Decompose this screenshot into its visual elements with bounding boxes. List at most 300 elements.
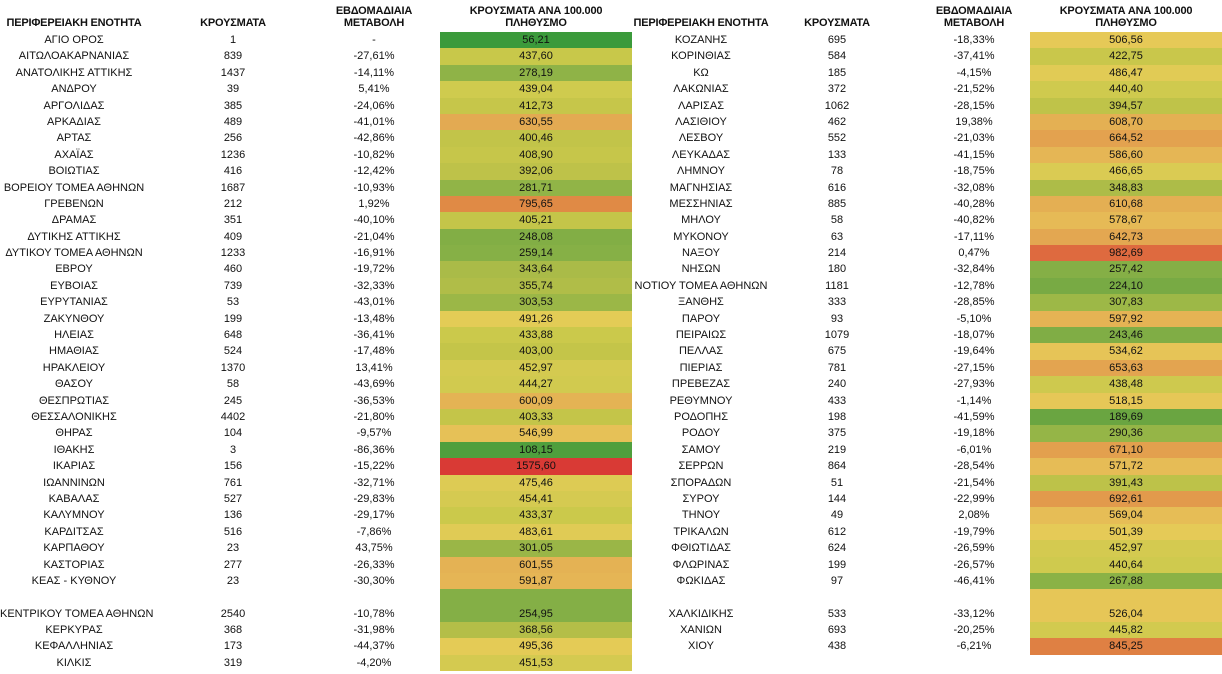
region-name: ΠΙΕΡΙΑΣ bbox=[679, 361, 723, 374]
cases-count: 199 bbox=[223, 312, 243, 325]
cases-count: 781 bbox=[827, 361, 847, 374]
table-row bbox=[632, 557, 1222, 573]
region-name: ΔΥΤΙΚΗΣ ΑΤΤΙΚΗΣ bbox=[27, 230, 121, 243]
weekly-change: -9,57% bbox=[356, 427, 392, 440]
table-row bbox=[0, 638, 632, 654]
weekly-change: -10,82% bbox=[353, 148, 395, 161]
cases-count: 58 bbox=[830, 214, 844, 227]
cases-count: 214 bbox=[827, 247, 847, 260]
weekly-change: -42,86% bbox=[353, 132, 395, 145]
cases-count: 133 bbox=[827, 148, 847, 161]
cases-count: 156 bbox=[223, 460, 243, 473]
table-row bbox=[632, 376, 1222, 392]
region-name: ΚΕΝΤΡΙΚΟΥ ΤΟΜΕΑ ΑΘΗΝΩΝ bbox=[0, 607, 154, 620]
weekly-change: -21,04% bbox=[353, 230, 395, 243]
cases-count: 489 bbox=[223, 115, 243, 128]
cases-per-100k: 642,73 bbox=[1109, 230, 1143, 243]
region-name: ΜΕΣΣΗΝΙΑΣ bbox=[669, 197, 733, 210]
region-name: ΗΜΑΘΙΑΣ bbox=[49, 345, 99, 358]
cases-count: 351 bbox=[223, 214, 243, 227]
cases-per-100k: 578,67 bbox=[1109, 214, 1143, 227]
region-name: ΡΕΘΥΜΝΟΥ bbox=[669, 394, 733, 407]
cases-per-100k: 303,53 bbox=[519, 296, 553, 309]
header-cases: ΚΡΟΥΣΜΑΤΑ bbox=[804, 17, 870, 29]
cases-per-100k: 653,63 bbox=[1109, 361, 1143, 374]
cases-count: 527 bbox=[223, 492, 243, 505]
cases-count: 63 bbox=[830, 230, 844, 243]
region-name: ΛΗΜΝΟΥ bbox=[677, 165, 725, 178]
table-row bbox=[0, 540, 632, 556]
table-row bbox=[632, 327, 1222, 343]
region-name: ΜΥΚΟΝΟΥ bbox=[673, 230, 729, 243]
table-row bbox=[632, 245, 1222, 261]
region-name: ΙΘΑΚΗΣ bbox=[53, 443, 95, 456]
cases-count: 2540 bbox=[220, 607, 246, 620]
table-row bbox=[0, 114, 632, 130]
cases-per-100k: 475,46 bbox=[519, 476, 553, 489]
weekly-change: -36,53% bbox=[353, 394, 395, 407]
cases-count: 648 bbox=[223, 329, 243, 342]
table-row bbox=[632, 409, 1222, 425]
region-name: ΚΑΡΠΑΘΟΥ bbox=[43, 542, 105, 555]
cases-count: 1233 bbox=[220, 247, 246, 260]
table-row bbox=[0, 294, 632, 310]
table-row bbox=[632, 196, 1222, 212]
cases-count: 199 bbox=[827, 558, 847, 571]
table-row bbox=[0, 261, 632, 277]
table-row bbox=[632, 98, 1222, 114]
region-name: ΠΑΡΟΥ bbox=[681, 312, 721, 325]
table-row bbox=[632, 425, 1222, 441]
region-name: ΚΙΛΚΙΣ bbox=[56, 656, 92, 669]
table-row bbox=[632, 507, 1222, 523]
region-name: ΚΑΡΔΙΤΣΑΣ bbox=[44, 525, 104, 538]
cases-per-100k: 403,00 bbox=[519, 345, 553, 358]
weekly-change: -4,15% bbox=[956, 66, 992, 79]
cases-per-100k: 355,74 bbox=[519, 279, 553, 292]
cases-count: 533 bbox=[827, 607, 847, 620]
cases-count: 372 bbox=[827, 83, 847, 96]
cases-count: 39 bbox=[226, 83, 240, 96]
table-row bbox=[632, 458, 1222, 474]
cases-count: 375 bbox=[827, 427, 847, 440]
table-row bbox=[632, 48, 1222, 64]
cases-per-100k: 248,08 bbox=[519, 230, 553, 243]
weekly-change: -41,15% bbox=[953, 148, 995, 161]
cases-per-100k: 501,39 bbox=[1109, 525, 1143, 538]
table-row bbox=[0, 606, 632, 622]
cases-per-100k: 422,75 bbox=[1109, 50, 1143, 63]
cases-per-100k: 483,61 bbox=[519, 525, 553, 538]
region-name: ΡΟΔΟΠΗΣ bbox=[673, 410, 729, 423]
region-name: ΑΡΓΟΛΙΔΑΣ bbox=[43, 99, 105, 112]
weekly-change: -46,41% bbox=[953, 574, 995, 587]
cases-per-100k: 451,53 bbox=[519, 656, 553, 669]
region-name: ΚΟΡΙΝΘΙΑΣ bbox=[671, 50, 731, 63]
left-table-body bbox=[0, 32, 632, 671]
table-row bbox=[632, 311, 1222, 327]
table-row bbox=[0, 409, 632, 425]
weekly-change: -21,54% bbox=[953, 476, 995, 489]
region-name: ΠΕΙΡΑΙΩΣ bbox=[675, 329, 727, 342]
weekly-change: -31,98% bbox=[353, 624, 395, 637]
cases-per-100k: 278,19 bbox=[519, 66, 553, 79]
table-row bbox=[0, 32, 632, 48]
cases-per-100k: 56,21 bbox=[522, 34, 550, 46]
weekly-change: -40,28% bbox=[953, 197, 995, 210]
cases-per-100k: 597,92 bbox=[1109, 312, 1143, 325]
cases-count: 460 bbox=[223, 263, 243, 276]
table-row bbox=[0, 327, 632, 343]
cases-count: 219 bbox=[827, 443, 847, 456]
region-name: ΕΥΒΟΙΑΣ bbox=[50, 279, 98, 292]
table-row bbox=[632, 606, 1222, 622]
cases-count: 136 bbox=[223, 509, 243, 522]
cases-per-100k: 108,15 bbox=[519, 443, 553, 456]
weekly-change: -21,52% bbox=[953, 83, 995, 96]
table-row bbox=[0, 491, 632, 507]
cases-per-100k: 343,64 bbox=[519, 263, 553, 276]
cases-count: 78 bbox=[830, 165, 844, 178]
table-row bbox=[0, 655, 632, 671]
cases-count: 584 bbox=[827, 50, 847, 63]
cases-per-100k: 257,42 bbox=[1109, 263, 1143, 276]
table-row bbox=[632, 294, 1222, 310]
cases-count: 761 bbox=[223, 476, 243, 489]
cases-per-100k: 403,33 bbox=[519, 410, 553, 423]
region-name: ΑΝΔΡΟΥ bbox=[51, 83, 97, 96]
cases-count: 53 bbox=[226, 296, 240, 309]
cases-per-100k: 569,04 bbox=[1109, 509, 1143, 522]
cases-per-100k: 281,71 bbox=[519, 181, 553, 194]
table-row bbox=[632, 622, 1222, 638]
cases-per-100k: 664,52 bbox=[1109, 132, 1143, 145]
weekly-change: 5,41% bbox=[358, 83, 390, 96]
header-weekly-change: ΕΒΔΟΜΑΔΙΑΙΑ ΜΕΤΑΒΟΛΗ bbox=[935, 5, 1013, 29]
region-name: ΛΕΥΚΑΔΑΣ bbox=[671, 148, 731, 161]
table-row bbox=[632, 261, 1222, 277]
weekly-change: -12,42% bbox=[353, 165, 395, 178]
weekly-change: 13,41% bbox=[355, 361, 393, 374]
table-row bbox=[0, 147, 632, 163]
cases-count: 173 bbox=[223, 640, 243, 653]
table-row bbox=[0, 65, 632, 81]
cases-count: 93 bbox=[830, 312, 844, 325]
table-row bbox=[0, 442, 632, 458]
cases-per-100k: 433,88 bbox=[519, 329, 553, 342]
cases-count: 277 bbox=[223, 558, 243, 571]
weekly-change: -19,79% bbox=[953, 525, 995, 538]
cases-count: 616 bbox=[827, 181, 847, 194]
cases-per-100k: 571,72 bbox=[1109, 460, 1143, 473]
cases-per-100k: 1575,60 bbox=[516, 460, 556, 473]
table-row bbox=[0, 130, 632, 146]
spacer-row bbox=[0, 589, 632, 605]
weekly-change: 19,38% bbox=[955, 115, 993, 128]
weekly-change: 2,08% bbox=[958, 509, 990, 522]
table-row bbox=[0, 311, 632, 327]
region-name: ΓΡΕΒΕΝΩΝ bbox=[44, 197, 104, 210]
header-per-100k: ΚΡΟΥΣΜΑΤΑ ΑΝΑ 100.000 ΠΛΗΘΥΣΜΟ bbox=[469, 5, 603, 29]
cases-count: 612 bbox=[827, 525, 847, 538]
region-name: ΙΩΑΝΝΙΝΩΝ bbox=[43, 476, 105, 489]
cases-per-100k: 412,73 bbox=[519, 99, 553, 112]
region-name: ΚΑΒΑΛΑΣ bbox=[48, 492, 100, 505]
region-name: ΝΗΣΩΝ bbox=[681, 263, 721, 276]
cases-per-100k: 610,68 bbox=[1109, 197, 1143, 210]
heatmap-cell bbox=[1030, 589, 1222, 605]
right-table bbox=[632, 0, 1222, 655]
weekly-change: -28,54% bbox=[953, 460, 995, 473]
cases-count: 97 bbox=[830, 574, 844, 587]
region-name: ΛΑΚΩΝΙΑΣ bbox=[673, 83, 729, 96]
region-name: ΤΗΝΟΥ bbox=[681, 509, 721, 522]
weekly-change: -28,15% bbox=[953, 99, 995, 112]
cases-per-100k: 438,48 bbox=[1109, 378, 1143, 391]
weekly-change: -21,03% bbox=[953, 132, 995, 145]
region-name: ΤΡΙΚΑΛΩΝ bbox=[673, 525, 729, 538]
region-name: ΒΟΙΩΤΙΑΣ bbox=[48, 165, 100, 178]
weekly-change: -33,12% bbox=[953, 607, 995, 620]
weekly-change: -16,91% bbox=[353, 247, 395, 260]
cases-count: 104 bbox=[223, 427, 243, 440]
cases-count: 1687 bbox=[220, 181, 246, 194]
weekly-change: -29,83% bbox=[353, 492, 395, 505]
header-region: ΠΕΡΙΦΕΡΕΙΑΚΗ ΕΝΟΤΗΤΑ bbox=[633, 17, 769, 29]
cases-count: 416 bbox=[223, 165, 243, 178]
region-name: ΚΑΣΤΟΡΙΑΣ bbox=[43, 558, 105, 571]
weekly-change: -30,30% bbox=[353, 574, 395, 587]
table-row bbox=[632, 81, 1222, 97]
weekly-change: -22,99% bbox=[953, 492, 995, 505]
weekly-change: 0,47% bbox=[958, 247, 990, 260]
cases-per-100k: 630,55 bbox=[519, 115, 553, 128]
weekly-change: -17,11% bbox=[953, 230, 995, 243]
cases-per-100k: 254,95 bbox=[519, 607, 553, 620]
table-row bbox=[632, 360, 1222, 376]
header-region: ΠΕΡΙΦΕΡΕΙΑΚΗ ΕΝΟΤΗΤΑ bbox=[6, 17, 142, 29]
region-name: ΒΟΡΕΙΟΥ ΤΟΜΕΑ ΑΘΗΝΩΝ bbox=[3, 181, 145, 194]
cases-count: 552 bbox=[827, 132, 847, 145]
cases-count: 180 bbox=[827, 263, 847, 276]
region-name: ΗΛΕΙΑΣ bbox=[54, 329, 94, 342]
cases-per-100k: 440,64 bbox=[1109, 558, 1143, 571]
cases-count: 1079 bbox=[824, 329, 850, 342]
region-name: ΜΑΓΝΗΣΙΑΣ bbox=[669, 181, 733, 194]
weekly-change: -24,06% bbox=[353, 99, 395, 112]
region-name: ΛΑΡΙΣΑΣ bbox=[677, 99, 724, 112]
weekly-change: -27,61% bbox=[353, 50, 395, 63]
region-name: ΦΩΚΙΔΑΣ bbox=[676, 574, 726, 587]
table-row bbox=[632, 442, 1222, 458]
table-row bbox=[0, 98, 632, 114]
region-name: ΚΩ bbox=[693, 66, 709, 79]
weekly-change: -6,21% bbox=[956, 640, 992, 653]
cases-per-100k: 267,88 bbox=[1109, 574, 1143, 587]
weekly-change: -29,17% bbox=[353, 509, 395, 522]
table-row bbox=[0, 163, 632, 179]
cases-count: 695 bbox=[827, 34, 847, 46]
cases-count: 516 bbox=[223, 525, 243, 538]
header-cases: ΚΡΟΥΣΜΑΤΑ bbox=[200, 17, 266, 29]
weekly-change: -4,20% bbox=[356, 656, 392, 669]
cases-count: 1437 bbox=[220, 66, 246, 79]
region-name: ΡΟΔΟΥ bbox=[681, 427, 721, 440]
cases-per-100k: 368,56 bbox=[519, 624, 553, 637]
region-name: ΣΠΟΡΑΔΩΝ bbox=[670, 476, 732, 489]
weekly-change: -17,48% bbox=[353, 345, 395, 358]
cases-count: 333 bbox=[827, 296, 847, 309]
table-row bbox=[0, 507, 632, 523]
region-name: ΚΑΛΥΜΝΟΥ bbox=[43, 509, 105, 522]
cases-per-100k: 408,90 bbox=[519, 148, 553, 161]
cases-count: 23 bbox=[226, 542, 240, 555]
weekly-change: -19,64% bbox=[953, 345, 995, 358]
cases-count: 693 bbox=[827, 624, 847, 637]
cases-per-100k: 526,04 bbox=[1109, 607, 1143, 620]
region-name: ΗΡΑΚΛΕΙΟΥ bbox=[42, 361, 106, 374]
cases-count: 368 bbox=[223, 624, 243, 637]
cases-per-100k: 439,04 bbox=[519, 83, 553, 96]
table-row bbox=[632, 491, 1222, 507]
cases-count: 1062 bbox=[824, 99, 850, 112]
cases-per-100k: 394,57 bbox=[1109, 99, 1143, 112]
table-row bbox=[632, 343, 1222, 359]
table-row bbox=[632, 147, 1222, 163]
region-name: ΞΑΝΘΗΣ bbox=[678, 296, 724, 309]
cases-per-100k: 259,14 bbox=[519, 247, 553, 260]
table-row bbox=[632, 475, 1222, 491]
table-row bbox=[0, 524, 632, 540]
weekly-change: -18,75% bbox=[953, 165, 995, 178]
table-row bbox=[0, 475, 632, 491]
cases-count: 1236 bbox=[220, 148, 246, 161]
cases-count: 240 bbox=[827, 378, 847, 391]
table-row bbox=[632, 229, 1222, 245]
cases-count: 864 bbox=[827, 460, 847, 473]
weekly-change: -37,41% bbox=[953, 50, 995, 63]
region-name: ΦΛΩΡΙΝΑΣ bbox=[672, 558, 730, 571]
table-row bbox=[0, 212, 632, 228]
weekly-change: -27,93% bbox=[953, 378, 995, 391]
weekly-change: -40,10% bbox=[353, 214, 395, 227]
weekly-change: -6,01% bbox=[956, 443, 992, 456]
table-row bbox=[0, 393, 632, 409]
cases-count: 409 bbox=[223, 230, 243, 243]
cases-per-100k: 391,43 bbox=[1109, 476, 1143, 489]
table-row bbox=[0, 229, 632, 245]
header-per-100k: ΚΡΟΥΣΜΑΤΑ ΑΝΑ 100.000 ΠΛΗΘΥΣΜΟ bbox=[1059, 5, 1193, 29]
weekly-change: -32,71% bbox=[353, 476, 395, 489]
weekly-change: -41,59% bbox=[953, 410, 995, 423]
region-name: ΚΕΡΚΥΡΑΣ bbox=[45, 624, 103, 637]
spacer-row bbox=[632, 589, 1222, 605]
region-name: ΧΙΟΥ bbox=[688, 640, 714, 653]
weekly-change: -43,01% bbox=[353, 296, 395, 309]
header-weekly-change: ΕΒΔΟΜΑΔΙΑΙΑ ΜΕΤΑΒΟΛΗ bbox=[335, 5, 413, 29]
cases-count: 144 bbox=[827, 492, 847, 505]
heatmap-cell bbox=[440, 589, 632, 605]
cases-count: 198 bbox=[827, 410, 847, 423]
region-name: ΔΥΤΙΚΟΥ ΤΟΜΕΑ ΑΘΗΝΩΝ bbox=[5, 247, 143, 260]
cases-per-100k: 348,83 bbox=[1109, 181, 1143, 194]
region-name: ΔΡΑΜΑΣ bbox=[51, 214, 97, 227]
cases-per-100k: 307,83 bbox=[1109, 296, 1143, 309]
cases-count: 4402 bbox=[220, 410, 246, 423]
weekly-change: -21,80% bbox=[353, 410, 395, 423]
weekly-change: - bbox=[372, 34, 376, 46]
region-name: ΘΕΣΣΑΛΟΝΙΚΗΣ bbox=[31, 410, 117, 423]
table-row bbox=[0, 360, 632, 376]
cases-count: 739 bbox=[223, 279, 243, 292]
cases-count: 839 bbox=[223, 50, 243, 63]
table-row bbox=[632, 65, 1222, 81]
cases-count: 245 bbox=[223, 394, 243, 407]
weekly-change: -32,33% bbox=[353, 279, 395, 292]
cases-per-100k: 608,70 bbox=[1109, 115, 1143, 128]
cases-per-100k: 600,09 bbox=[519, 394, 553, 407]
weekly-change: -18,07% bbox=[953, 329, 995, 342]
table-row bbox=[0, 245, 632, 261]
table-row bbox=[0, 622, 632, 638]
weekly-change: -20,25% bbox=[953, 624, 995, 637]
cases-count: 58 bbox=[226, 378, 240, 391]
table-row bbox=[632, 573, 1222, 589]
weekly-change: -40,82% bbox=[953, 214, 995, 227]
region-name: ΑΡΚΑΔΙΑΣ bbox=[47, 115, 101, 128]
cases-per-100k: 405,21 bbox=[519, 214, 553, 227]
cases-count: 524 bbox=[223, 345, 243, 358]
region-name: ΣΑΜΟΥ bbox=[681, 443, 721, 456]
region-name: ΜΗΛΟΥ bbox=[681, 214, 721, 227]
weekly-change: -32,08% bbox=[953, 181, 995, 194]
cases-count: 385 bbox=[223, 99, 243, 112]
region-name: ΑΡΤΑΣ bbox=[56, 132, 92, 145]
weekly-change: -27,15% bbox=[953, 361, 995, 374]
cases-per-100k: 671,10 bbox=[1109, 443, 1143, 456]
cases-per-100k: 506,56 bbox=[1109, 34, 1143, 46]
cases-per-100k: 189,69 bbox=[1109, 410, 1143, 423]
table-row bbox=[632, 114, 1222, 130]
region-name: ΚΟΖΑΝΗΣ bbox=[674, 34, 728, 46]
cases-per-100k: 586,60 bbox=[1109, 148, 1143, 161]
weekly-change: -36,41% bbox=[353, 329, 395, 342]
left-header-row bbox=[0, 0, 632, 32]
weekly-change: -7,86% bbox=[356, 525, 392, 538]
cases-count: 624 bbox=[827, 542, 847, 555]
region-name: ΣΥΡΟΥ bbox=[682, 492, 720, 505]
table-row bbox=[0, 557, 632, 573]
cases-per-100k: 400,46 bbox=[519, 132, 553, 145]
cases-per-100k: 433,37 bbox=[519, 509, 553, 522]
cases-count: 438 bbox=[827, 640, 847, 653]
weekly-change: -44,37% bbox=[353, 640, 395, 653]
weekly-change: -10,93% bbox=[353, 181, 395, 194]
table-row bbox=[632, 638, 1222, 654]
region-name: ΘΑΣΟΥ bbox=[54, 378, 94, 391]
region-name: ΑΙΤΩΛΟΑΚΑΡΝΑΝΙΑΣ bbox=[18, 50, 130, 63]
weekly-change: -32,84% bbox=[953, 263, 995, 276]
table-row bbox=[0, 376, 632, 392]
table-row bbox=[0, 196, 632, 212]
cases-per-100k: 491,26 bbox=[519, 312, 553, 325]
table-row bbox=[632, 540, 1222, 556]
cases-per-100k: 518,15 bbox=[1109, 394, 1143, 407]
cases-count: 185 bbox=[827, 66, 847, 79]
region-name: ΧΑΛΚΙΔΙΚΗΣ bbox=[668, 607, 734, 620]
region-name: ΘΗΡΑΣ bbox=[55, 427, 93, 440]
weekly-change: -43,69% bbox=[353, 378, 395, 391]
